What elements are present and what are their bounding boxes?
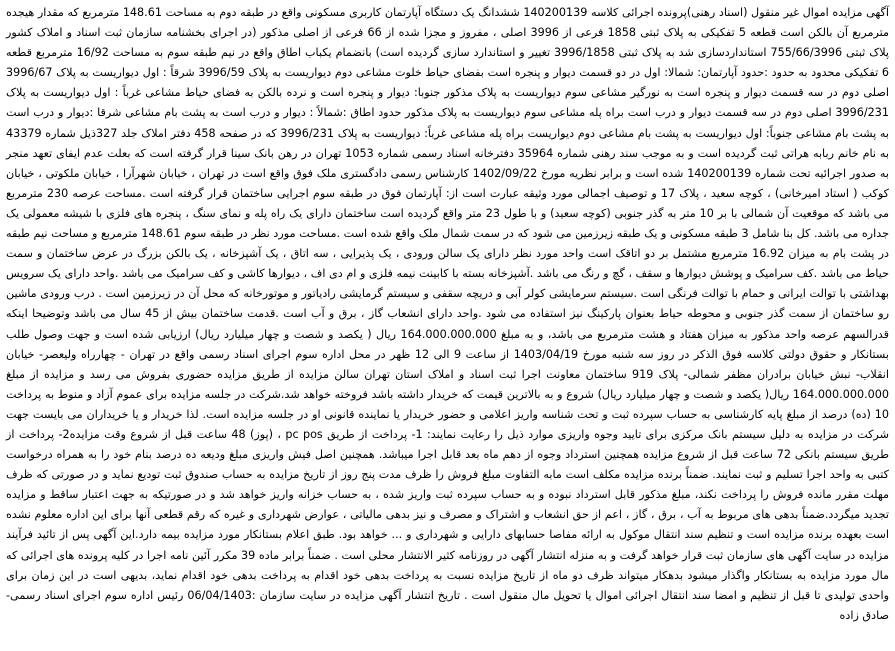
notice-body-text: آگهی مزایده اموال غیر منقول (اسناد رهنی)پرونده اجرائی کلاسه 140200139 ششدانگ یک دستگاه آپارتمان کاربری مسکونی واقع در طبقه دوم به مساحت 148.61 مترمربع که مقدار هیجده مترمربع آن بالکن است قطعه 5 تفکیکی به پلاک ثبتی 1858 فرعی از 3996 اصلی ، مفروز و مجزا شده از 66 فرعی از اصلی مذکور (در اجرای بخشنامه سازمان ثبت اسناد و املاک کشور پلاک ثبتی 755/66/3996 استانداردسازی شد به پلاک ثبتی 3996/1858 تغییر و استاندارد سازی گردیده است) بانضمام یکباب اطاق واقع در نیم طبقه سوم به مساحت 16/92 مترمربع قطعه 6 تفکیکی محدود به حدود :حدود آپارتمان: شمالا: اول در دو قسمت دیوار و پنجره است بفضای حیاط خلوت مشاعی دوم دیواریست به پلاک 3996/59 شرقاً : اول دیواریست به پلاک 3996/67 اصلی دوم در سه قسمت دیوار و پنجره است به نورگیر مشاعی سوم دیواریست به پلاک مذکور جنوبا: دیوار و پنجره است و نرده بالکن به فضای حیاط مشاعی غرباً : اول دیواریست به پلاک 3996/231 اصلی دوم در سه قسمت دیوار و درب است براه پله مشاعی سوم دیواریست به پلاک مذکور حدود اطاق :شمالاً : دیوار و درب است به پشت بام مشاعی شرقا :دیوار و درب است به پشت بام مشاعی جنوباً: اول دیواریست به پشت بام مشاعی دوم دیواریست براه پله مشاعی غرباً: دیواریست به پلاک 3996/231 که در صفحه 458 دفتر املاک جلد 327ذیل شماره 43379 به نام خانم ربابه هراتی ثبت گردیده است و به موجب سند رهنی شماره 35964 دفترخانه اسناد رسمی شماره 1053 تهران در رهن بانک سینا قرار گرفته است که بعلت عدم ایفای تعهد منجر به صدور اجرائیه تحت شماره 140200139 شده است و برابر نظریه مورخ 1402/09/22 کارشناس رسمی دادگستری ملک فوق واقع است در تهران ، خیابان شهرآرا ، خیابان ملکوتی ، خیابان کوکب ( استاد امیرخانی) ، کوچه سعید ، پلاک 17 و توصیف اجمالی مورد وثیقه عبارت است از: آپارتمان فوق در طبقه سوم اجرایی ساختمان قرار گرفته است .مساحت عرصه 230 مترمربع می باشد که موقعیت آن شمالی با بر 10 متر به گذر جنوبی (کوچه سعید) و با طول 23 متر واقع گردیده است ساختمان دارای یک راه پله و نمای سنگ ، پنجره های فلزی با شیشه معمولی یک جداره می باشد. کل بنا شامل 3 طبقه مسکونی و یک طبقه زیرزمین می شود که در سمت شمال ملک واقع شده است .مساحت مورد نظر در طبقه سوم 148.61 مترمربع و مساحت نیم طبقه در پشت بام به میزان 16.92 مترمربع مشتمل بر دو اتاقک است واحد مورد نظر دارای یک سالن ورودی ، یک پذیرایی ، سه اتاق ، یک آشپزخانه ، یک بالکن بزرگ در عرض ساختمان و سمت حیاط می باشد .کف سرامیک و پوشش دیوارها و سقف ، گچ و رنگ می باشد .آشپزخانه بسته با کابینت نیمه فلزی و ام دی اف ، دیوارها کاشی و کف سرامیک می باشد .واحد دارای یک سرویس بهداشتی با توالت ایرانی و حمام با توالت فرنگی است .سیستم سرمایشی کولر آبی و دریچه سقفی و سیستم گرمایشی رادیاتور و موتورخانه که محل آن در زیرزمین است . درب ورودی ماشین رو ساختمان از سمت گذر جنوبی و محوطه حیاط بعنوان پارکینگ نیز استفاده می شود .واحد دارای انشعاب گاز ، برق و آب است .قدمت ساختمان بیش از 45 سال می باشد وتوضیحا اینکه قدرالسهم عرصه واحد مذکور به میزان هفتاد و هشت مترمربع می باشد، و به مبلغ 164.000.000.000 ریال ( یکصد و شصت و چهار میلیارد ریال) ارزیابی شده است و جهت وصول طلب بستانکار و حقوق دولتی کلاسه فوق الذکر در روز سه شنبه مورخ 1403/04/19 از ساعت 9 الی 12 ظهر در محل اداره سوم اجرای اسناد رسمی واقع در تهران - چهارراه ولیعصر- خیابان انقلاب- نبش خیابان برادران مظفر شمالی- پلاک 919 ساختمان معاونت اجرا ثبت اسناد و املاک استان تهران سالن مزایده از طریق مزایده حضوری بفروش می رسد و مزایده از مبلغ 164.000.000.000 ریال( یکصد و شصت و چهار میلیارد ریال) شروع و به بالاترین قیمت که خریدار داشته باشد فروخته خواهد شد.شرکت در جلسه مزایده برای عموم آزاد و منوط به پرداخت 10 (ده) درصد از مبلغ پایه کارشناسی به حساب سپرده ثبت و تحت شناسه واریز اعلامی و حضور خریدار یا نماینده قانونی او در جلسه مزایده است. لذا خریدار و یا خریداران می بایست جهت شرکت در مزایده به دلیل سیستم بانک مرکزی برای تایید وجوه واریزی موارد ذیل را رعایت نمایند: 1- پرداخت از طریق pc pos ، (پوز) 48 ساعت قبل از شروع وقت مزایده2- پرداخت از طریق سیستم بانکی 72 ساعت قبل از شروع مزایده همچنین استرداد وجوه از دهم ماه بعد قابل اجرا میباشد. همچنین اصل فیش واریزی مبلغ ودیعه ده درصد بنام خود را به همراه درخواست کتبی به واحد اجرا تسلیم و ثبت نمایند. ضمناً برنده مزایده مکلف است مابه التفاوت مبلغ فروش را ظرف مدت پنج روز از تاریخ مزایده به حساب صندوق ثبت تودیع نماید و در صورتی که ظرف مهلت مقرر مانده فروش را پرداخت نکند، مبلغ مذکور قابل استرداد نبوده و به حساب سپرده ثبت واریز شده ، به حساب خزانه واریز خواهد شد و در صورتیکه به جهت اعتبار ساقط و مزایده تجدید میگردد.ضمناً بدهی های مربوط به آب ، برق ، گاز ، اعم از حق انشعاب و اشتراک و مصرف و نیز بدهی مالیاتی ، عوارض شهرداری و غیره که رقم قطعی آنها برای این اداره معلوم نشده است بعهده برنده مزایده است و تنظیم سند انتقال موکول به ارائه مفاصا حسابهای دارایی و شهرداری و ... خواهد بود. طبق اعلام بستانکار مورد مزایده بیمه دارد.این آگهی پس از تائید فرآیند مزایده در سایت آگهی های سازمان ثبت قرار خواهد گرفت و به منزله انتشار آگهی در روزنامه کثیر الانتشار محلی است . ضمناً برابر ماده 39 مکرر آئین نامه اجرا در کلیه پرونده های اجرائی که مال مورد مزایده به بستانکار واگذار میشود بدهکار میتواند ظرف دو ماه از تاریخ مزایده نسبت به پرداخت بدهی خود اقدام به پرداخت بدهی خود اقدام نماید، بدیهی است در این زمان برای واحدی تولیدی تا قبل از تنظیم و امضا سند انتقال اجرائی اموال یا تحویل مال منقول است . تاریخ انتشار آگهی مزایده در سایت سازمان :06/04/1403 رئیس اداره سوم اجرای اسناد رسمی- صادق زاده (6, 6, 890, 622)
